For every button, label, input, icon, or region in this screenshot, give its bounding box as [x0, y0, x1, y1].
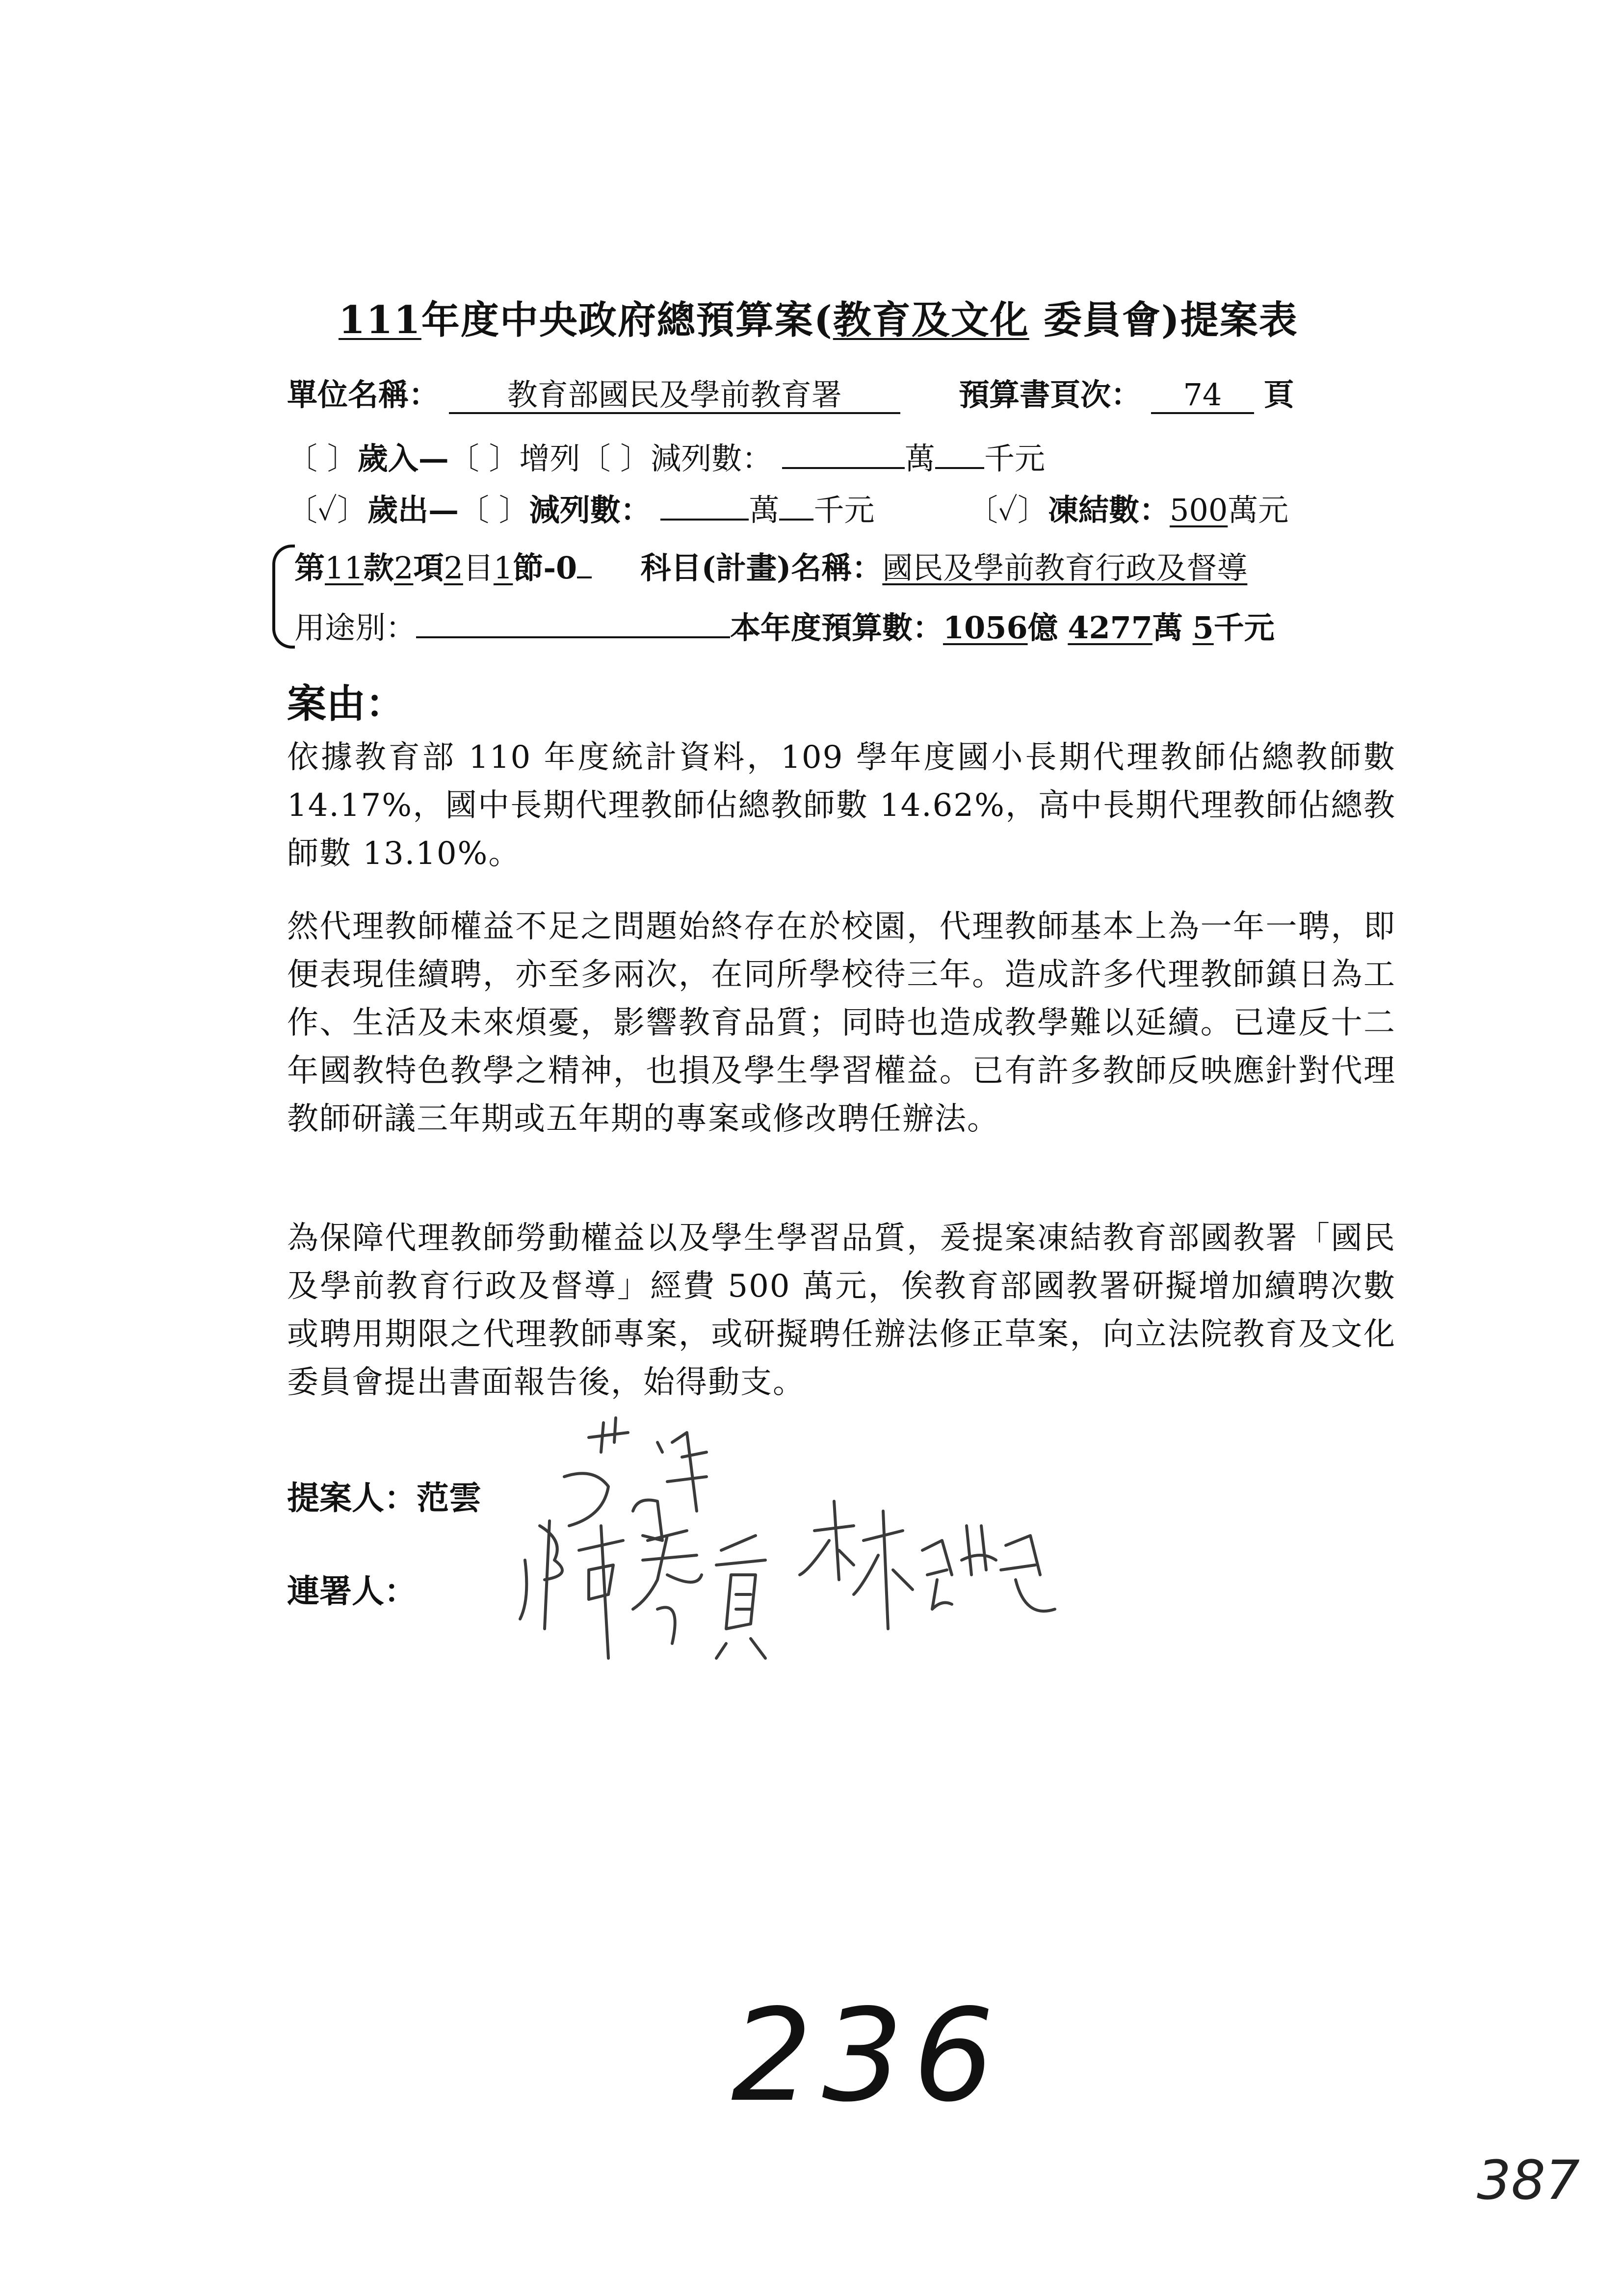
- expense-row: [287, 486, 1288, 529]
- item-jie-label: 節-0: [513, 550, 577, 586]
- cosigner-signature-1: [520, 1521, 765, 1658]
- expense-wan-label: 萬: [749, 492, 780, 528]
- increase-checkbox: 〔 〕: [448, 441, 520, 476]
- unit-label: 單位名稱：: [287, 377, 440, 413]
- cosigner-signature-2: [800, 1501, 1055, 1629]
- expense-checkbox-checked: 〔✓〕: [287, 492, 367, 528]
- item-mu: 2: [444, 550, 463, 586]
- use-label: 用途別：: [294, 610, 417, 646]
- stamp-number: 236: [731, 1982, 1004, 2130]
- expense-qian-blank: [779, 491, 813, 521]
- case-heading: 案由：: [287, 680, 405, 727]
- unit-value: 教育部國民及學前教育署: [449, 380, 900, 414]
- revenue-decrease-label: 減列數：: [651, 441, 773, 476]
- revenue-qian-label: 千元: [984, 441, 1045, 476]
- document-title: [339, 289, 1298, 344]
- freeze-checkbox-checked: 〔✓〕: [967, 492, 1048, 528]
- page-ref-suffix: 頁: [1263, 377, 1294, 413]
- page-number: 387: [1477, 2149, 1580, 2212]
- subject-value: 國民及學前教育行政及督導: [882, 550, 1248, 586]
- unit-row: [287, 370, 1294, 414]
- budget-wan: 4277: [1068, 610, 1153, 646]
- title-pre: 年度中央政府總預算案(: [421, 298, 833, 342]
- freeze-label: 凍結數：: [1048, 492, 1170, 528]
- budget-qian-label: 千元: [1213, 610, 1275, 646]
- budget-yi-label: 億: [1027, 610, 1058, 646]
- handwritten-signatures: [510, 1413, 1295, 1717]
- budget-row: [294, 603, 1275, 647]
- paragraph-1: 依據教育部 110 年度統計資料，109 學年度國小長期代理教師佔總教師數 14.17%，國中長期代理教師佔總教師數 14.62%，高中長期代理教師佔總教師數 13.10%。: [287, 739, 1396, 872]
- title-year: 111: [339, 298, 421, 342]
- expense-label: 歲出—: [367, 492, 459, 528]
- item-kuan: 11: [325, 550, 364, 586]
- budget-wan-label: 萬: [1152, 610, 1183, 646]
- budget-yi: 1056: [943, 610, 1028, 646]
- increase-label: 增列: [519, 441, 580, 476]
- expense-decrease-label: 減列數：: [529, 492, 651, 528]
- revenue-checkbox: 〔 〕: [287, 441, 358, 476]
- item-jie-blank: [577, 549, 592, 578]
- revenue-wan-blank: [782, 440, 905, 469]
- subject-label: 科目(計畫)名稱：: [640, 550, 883, 586]
- item-di: 第: [294, 550, 325, 586]
- budget-label: 本年度預算數：: [730, 610, 943, 646]
- paragraph-2: 然代理教師權益不足之問題始終存在於校園，代理教師基本上為一年一聘，即便表現佳續聘，亦至多兩次，在同所學校待三年。造成許多代理教師鎮日為工作、生活及未來煩憂，影響教育品質；同時也造成教學難以延續。已違反十二年國教特色教學之精神，也損及學生學習權益。已有許多教師反映應針對代理教師研議三年期或五年期的專案或修改聘任辦法。: [287, 909, 1396, 1137]
- freeze-unit: 萬元: [1228, 492, 1289, 528]
- title-post: 委員會)提案表: [1029, 298, 1298, 342]
- proposer-name: 范雲: [417, 1479, 481, 1517]
- item-kuan-label: 款: [363, 550, 394, 586]
- title-committee: 教育及文化: [833, 298, 1029, 342]
- revenue-label: 歲入—: [357, 441, 449, 476]
- page-ref-label: 預算書頁次：: [959, 377, 1142, 413]
- item-mu-label: 目: [463, 550, 494, 586]
- proposer-row: [287, 1472, 481, 1518]
- item-row: [294, 544, 1247, 587]
- expense-qian-label: 千元: [813, 492, 875, 528]
- expense-decrease-checkbox: 〔 〕: [459, 492, 529, 528]
- use-blank: [416, 609, 730, 638]
- item-brace: [272, 545, 295, 649]
- item-xiang: 2: [393, 550, 414, 586]
- budget-qian: 5: [1192, 610, 1214, 646]
- decrease-checkbox: 〔 〕: [580, 441, 651, 476]
- expense-wan-blank: [660, 491, 749, 521]
- freeze-value: 500: [1169, 492, 1228, 528]
- proposer-label: 提案人：: [287, 1479, 417, 1517]
- revenue-qian-blank: [935, 440, 984, 469]
- proposer-signature: [564, 1418, 707, 1540]
- paragraph-3: 為保障代理教師勞動權益以及學生學習品質，爰提案凍結教育部國教署「國民及學前教育行政及督導」經費 500 萬元，俟教育部國教署研擬增加續聘次數或聘用期限之代理教師專案，或研擬聘任辦法修正草案，向立法院教育及文化委員會提出書面報告後，始得動支。: [287, 1220, 1396, 1401]
- page-ref-value: 74: [1151, 380, 1254, 414]
- revenue-wan-label: 萬: [904, 441, 935, 476]
- revenue-row: [287, 434, 1045, 478]
- cosigner-label: 連署人：: [287, 1572, 417, 1610]
- item-jie: 1: [493, 550, 513, 586]
- item-xiang-label: 項: [413, 550, 444, 586]
